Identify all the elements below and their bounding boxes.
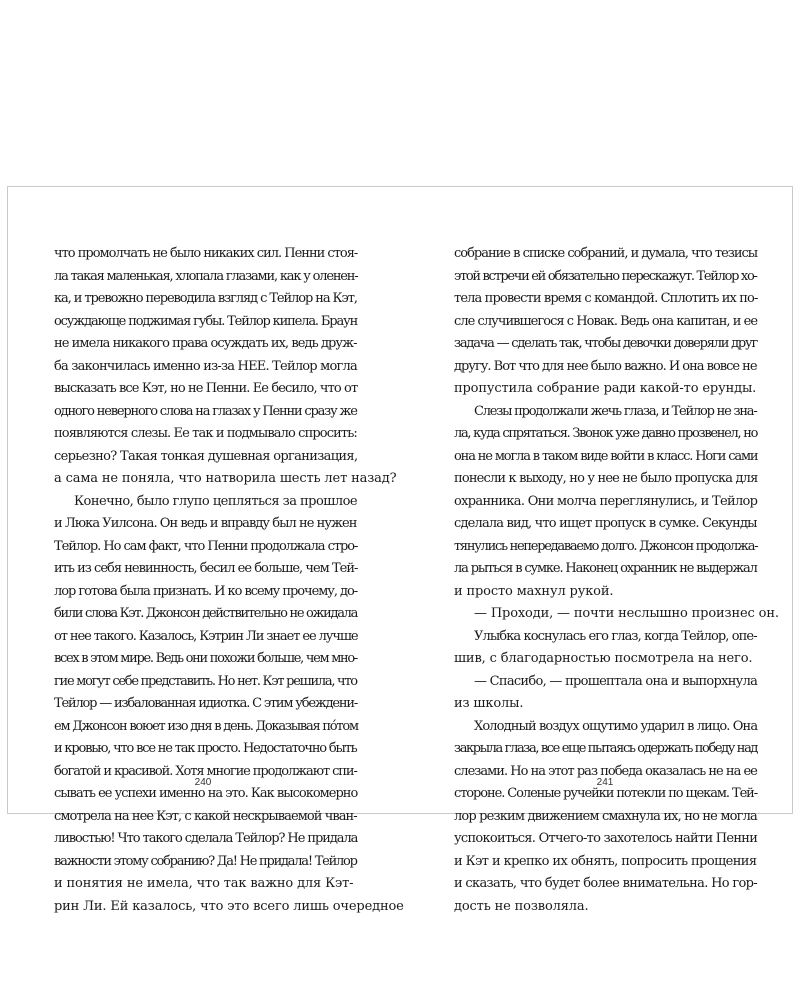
text-line: высказать все Кэт, но не Пенни. Ее бесило, что от	[54, 381, 358, 396]
text-line: шив, с благодарностью посмотрела на него.	[454, 651, 753, 666]
text-line: и просто махнул рукой.	[454, 583, 614, 599]
text-line: появляются слезы. Ее так и подмывало спросить:	[54, 426, 357, 441]
text-line: ла рыться в сумке. Наконец охранник не выдержал	[454, 561, 757, 576]
text-line: осуждающе поджимая губы. Тейлор кипела. Браун	[54, 313, 358, 329]
text-line: сделала вид, что ищет пропуск в сумке. Секунды	[454, 516, 757, 531]
text-line: а сама не поняла, что натворила шесть лет назад?	[54, 471, 397, 486]
text-line: ить из себя невинность, бесил ее больше, чем Тей-	[54, 561, 358, 576]
text-line: она не могла в таком виде войти в класс. Ноги сами	[454, 448, 758, 464]
text-line: из школы.	[454, 696, 524, 711]
text-line: и понятия не имела, что так важно для Кэт-	[54, 876, 354, 891]
text-line: закрыла глаза, все еще пытаясь одержать победу над	[454, 741, 758, 756]
text-line: важности этому собранию? Да! Не придала! Тейлор	[54, 853, 357, 869]
text-line: этой встречи ей обязательно перескажут. Тейлор хо-	[454, 268, 757, 284]
text-line: и кровью, что все не так просто. Недостаточно быть	[54, 741, 357, 756]
text-line: тянулись непередаваемо долго. Джонсон продолжа-	[454, 538, 758, 554]
text-line: ка, и тревожно переводила взгляд с Тейлор на Кэт,	[54, 291, 357, 306]
text-line: охранника. Они молча переглянулись, и Тейлор	[454, 493, 758, 509]
text-line: ла такая маленькая, хлопала глазами, как у оленен-	[54, 268, 358, 284]
text-line: — Спасибо, — прошептала она и выпорхнула	[474, 673, 758, 689]
page-number-right: 241	[596, 777, 614, 788]
text-line: Слезы продолжали жечь глаза, и Тейлор не зна-	[474, 403, 757, 419]
text-line: стороне. Соленые ручейки потекли по щекам. Тей-	[454, 786, 758, 801]
text-line: Улыбка коснулась его глаз, когда Тейлор, опе-	[474, 628, 757, 644]
text-line: Конечно, было глупо цепляться за прошлое	[74, 493, 358, 509]
text-line: не имела никакого права осуждать их, ведь друж-	[54, 336, 357, 351]
text-line: ла, куда спрятаться. Звонок уже давно прозвенел, но	[454, 426, 758, 441]
text-line: богатой и красивой. Хотя многие продолжают спи-	[54, 763, 357, 779]
book-spread	[7, 186, 793, 914]
text-line: ем Джонсон воюет изо дня в день. Доказывая по́том	[54, 718, 358, 734]
text-line: рин Ли. Ей казалось, что это всего лишь очередное	[54, 898, 404, 914]
text-line: серьезно? Такая тонкая душевная организация,	[54, 448, 358, 464]
text-line: другу. Вот что для нее было важно. И она вовсе не	[454, 358, 757, 374]
text-line: понесли к выходу, но у нее не было пропуска для	[454, 471, 758, 486]
text-line: Холодный воздух ощутимо ударил в лицо. Она	[474, 718, 758, 734]
text-line: ливостью! Что такого сделала Тейлор? Не придала	[54, 831, 358, 846]
text-line: дость не позволяла.	[454, 898, 589, 914]
text-line: что промолчать не было никаких сил. Пенни стоя-	[54, 246, 358, 261]
text-line: тела провести время с командой. Сплотить их по-	[454, 291, 758, 306]
text-line: лор резким движением смахнула их, но не могла	[454, 808, 757, 824]
text-line: ба закончилась именно из-за НЕЕ. Тейлор могла	[54, 358, 357, 374]
text-line: и сказать, что будет более внимательна. Но гор-	[454, 876, 758, 891]
text-line: лор готова была признать. И ко всему прочему, до-	[54, 583, 358, 599]
text-line: Тейлор — избалованная идиотка. С этим убеждени-	[54, 696, 358, 711]
text-line: от нее такого. Казалось, Кэтрин Ли знает ее лучше	[54, 628, 358, 644]
text-line: всех в этом мире. Ведь они похожи больше, чем мно-	[54, 651, 358, 666]
text-line: сывать ее успехи именно на это. Как высокомерно	[54, 786, 358, 801]
text-line: пропустила собрание ради какой-то ерунды.	[454, 381, 757, 396]
text-line: одного неверного слова на глазах у Пенни сразу же	[54, 403, 357, 419]
text-line: успокоиться. Отчего-то захотелось найти Пенни	[454, 831, 758, 846]
text-line: задача — сделать так, чтобы девочки доверяли друг	[454, 336, 758, 351]
text-line: собрание в списке собраний, и думала, что тезисы	[454, 246, 758, 261]
text-line: смотрела на нее Кэт, с какой нескрываемой чван-	[54, 808, 357, 824]
text-line: и Кэт и крепко их обнять, попросить прощения	[454, 853, 757, 869]
text-line: и Люка Уилсона. Он ведь и вправду был не нужен	[54, 516, 357, 531]
text-line: Тейлор. Но сам факт, что Пенни продолжала стро-	[54, 538, 358, 554]
page-number-left: 240	[194, 777, 212, 788]
text-line: слезами. Но на этот раз победа оказалась не на ее	[454, 763, 757, 779]
text-line: — Проходи, — почти неслышно произнес он.	[474, 606, 779, 621]
text-line: гие могут себе представить. Но нет. Кэт решила, что	[54, 673, 357, 689]
text-line: сле случившегося с Новак. Ведь она капитан, и ее	[454, 313, 758, 329]
text-line: били слова Кэт. Джонсон действительно не ожидала	[54, 606, 358, 621]
